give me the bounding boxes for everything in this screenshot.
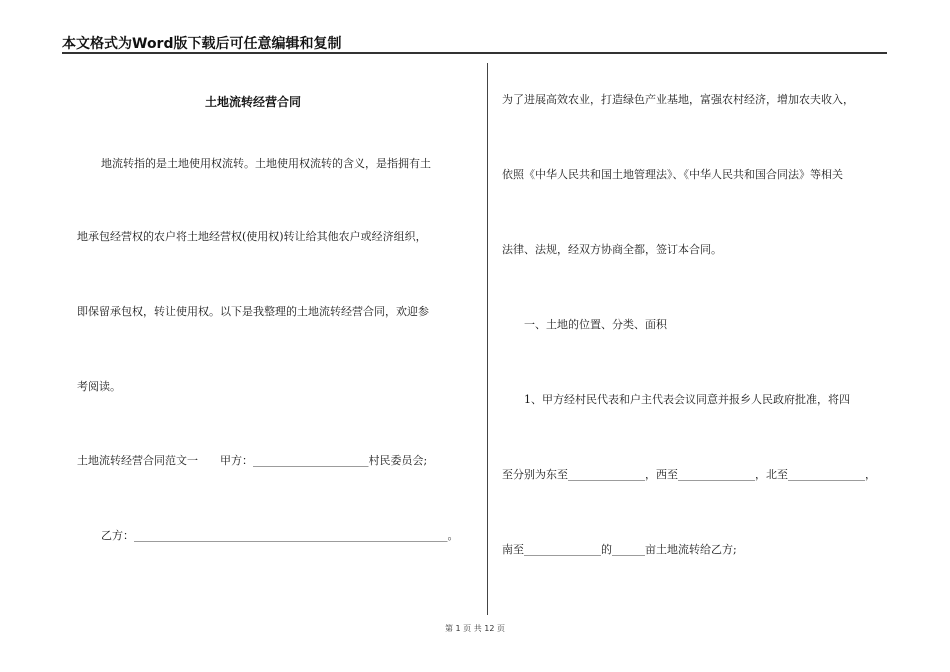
clause-line: 南至______________的______亩土地流转给乙方; [502,543,737,556]
right-paragraph-line: 为了进展高效农业，打造绿色产业基地，富强农村经济，增加农夫收入， [502,93,854,106]
party-b-line: 乙方：_________________________________________________________。 [101,529,459,542]
header-rule [62,52,887,54]
column-divider [487,63,488,615]
document-header: 本文格式为Word版下载后可任意编辑和复制 [62,36,342,52]
clause-line: 至分别为东至______________，西至______________，北至______________， [502,468,876,481]
section-heading: 一、土地的位置、分类、面积 [524,318,667,331]
contract-title: 土地流转经营合同 [205,95,302,109]
left-paragraph-line: 地承包经营权的农户将土地经营权(使用权)转让给其他农户或经济组织， [77,230,427,243]
party-a-line: 土地流转经营合同范文一 甲方：_____________________村民委员会; [77,454,428,467]
left-paragraph-line: 考阅读。 [77,380,121,393]
left-paragraph-line: 即保留承包权，转让使用权。以下是我整理的土地流转经营合同，欢迎参 [77,305,429,318]
clause-line: 1、甲方经村民代表和户主代表会议同意并报乡人民政府批准，将四 [524,393,850,406]
page-number: 第 1 页 共 12 页 [445,624,505,633]
right-paragraph-line: 依照《中华人民共和国土地管理法》、《中华人民共和国合同法》等相关 [502,168,843,181]
left-paragraph-line: 地流转指的是土地使用权流转。土地使用权流转的含义，是指拥有土 [101,157,431,170]
right-paragraph-line: 法律、法规，经双方协商全都，签订本合同。 [502,243,722,256]
